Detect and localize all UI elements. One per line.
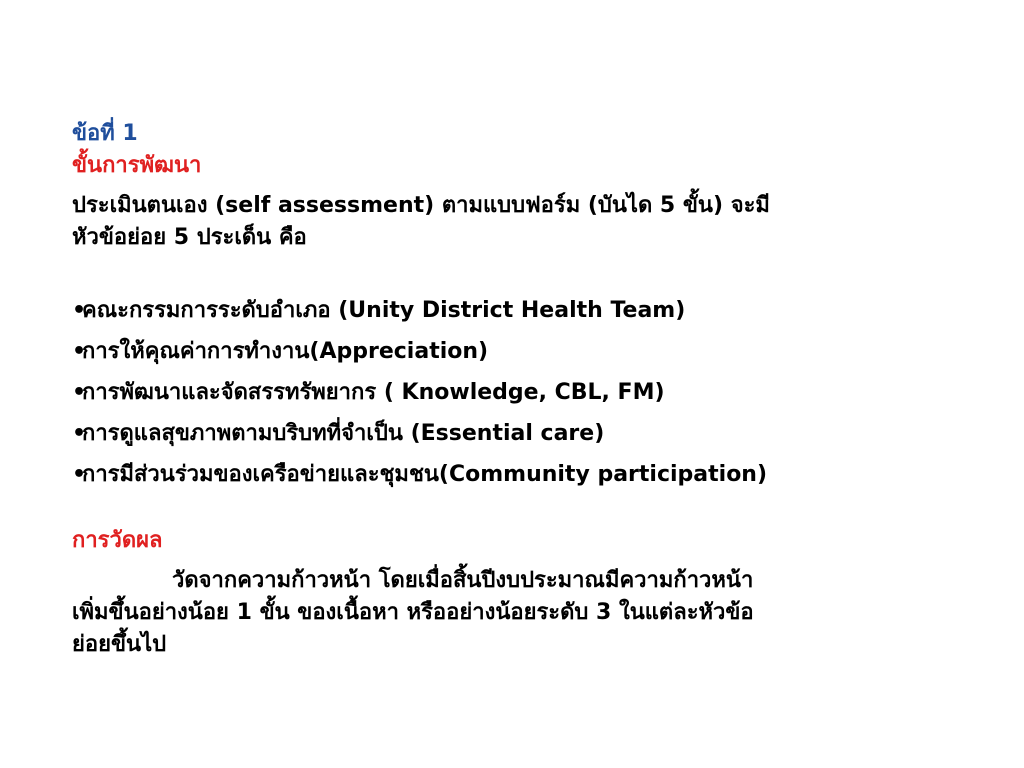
intro-paragraph (72, 190, 972, 254)
list-item (72, 413, 972, 454)
bullet-icon: • (72, 298, 87, 323)
stage-heading: ขั้นการพัฒนา (72, 153, 202, 178)
list-item (72, 331, 972, 372)
measure-line-3: ย่อยขึ้นไป (72, 632, 167, 657)
spacer (72, 254, 972, 290)
measure-heading: การวัดผล (72, 528, 163, 553)
list-item (72, 372, 972, 413)
item-number-heading: ข้อที่ 1 (72, 121, 138, 146)
measure-paragraph (72, 565, 972, 661)
list-item-text: การดูแลสุขภาพตามบริบทที่จำเป็น (Essential care) (82, 421, 605, 446)
slide-content (72, 118, 972, 661)
list-item (72, 454, 972, 495)
spacer (72, 495, 972, 525)
topic-list (72, 290, 972, 495)
list-item (72, 290, 972, 331)
list-item-text: การให้คุณค่าการทำงาน(Appreciation) (82, 339, 489, 364)
list-item-text: การมีส่วนร่วมของเครือข่ายและชุมชน(Community participation) (82, 462, 768, 487)
measure-line-1-text: วัดจากความก้าวหน้า โดยเมื่อสิ้นปีงบประมาณมีความก้าวหน้า (172, 568, 754, 593)
bullet-icon: • (72, 462, 87, 487)
bullet-icon: • (72, 339, 87, 364)
list-item-text: คณะกรรมการระดับอำเภอ (Unity District Health Team) (82, 298, 686, 323)
intro-line-1: ประเมินตนเอง (self assessment) ตามแบบฟอร์ม (บันได 5 ขั้น) จะมี (72, 193, 770, 218)
list-item-text: การพัฒนาและจัดสรรทรัพยากร ( Knowledge, CBL, FM) (82, 380, 665, 405)
intro-line-2: หัวข้อย่อย 5 ประเด็น คือ (72, 225, 307, 250)
bullet-icon: • (72, 380, 87, 405)
measure-line-2: เพิ่มขึ้นอย่างน้อย 1 ขั้น ของเนื้อหา หรืออย่างน้อยระดับ 3 ในแต่ละหัวข้อ (72, 600, 754, 625)
bullet-icon: • (72, 421, 87, 446)
measure-line-1 (72, 565, 972, 597)
